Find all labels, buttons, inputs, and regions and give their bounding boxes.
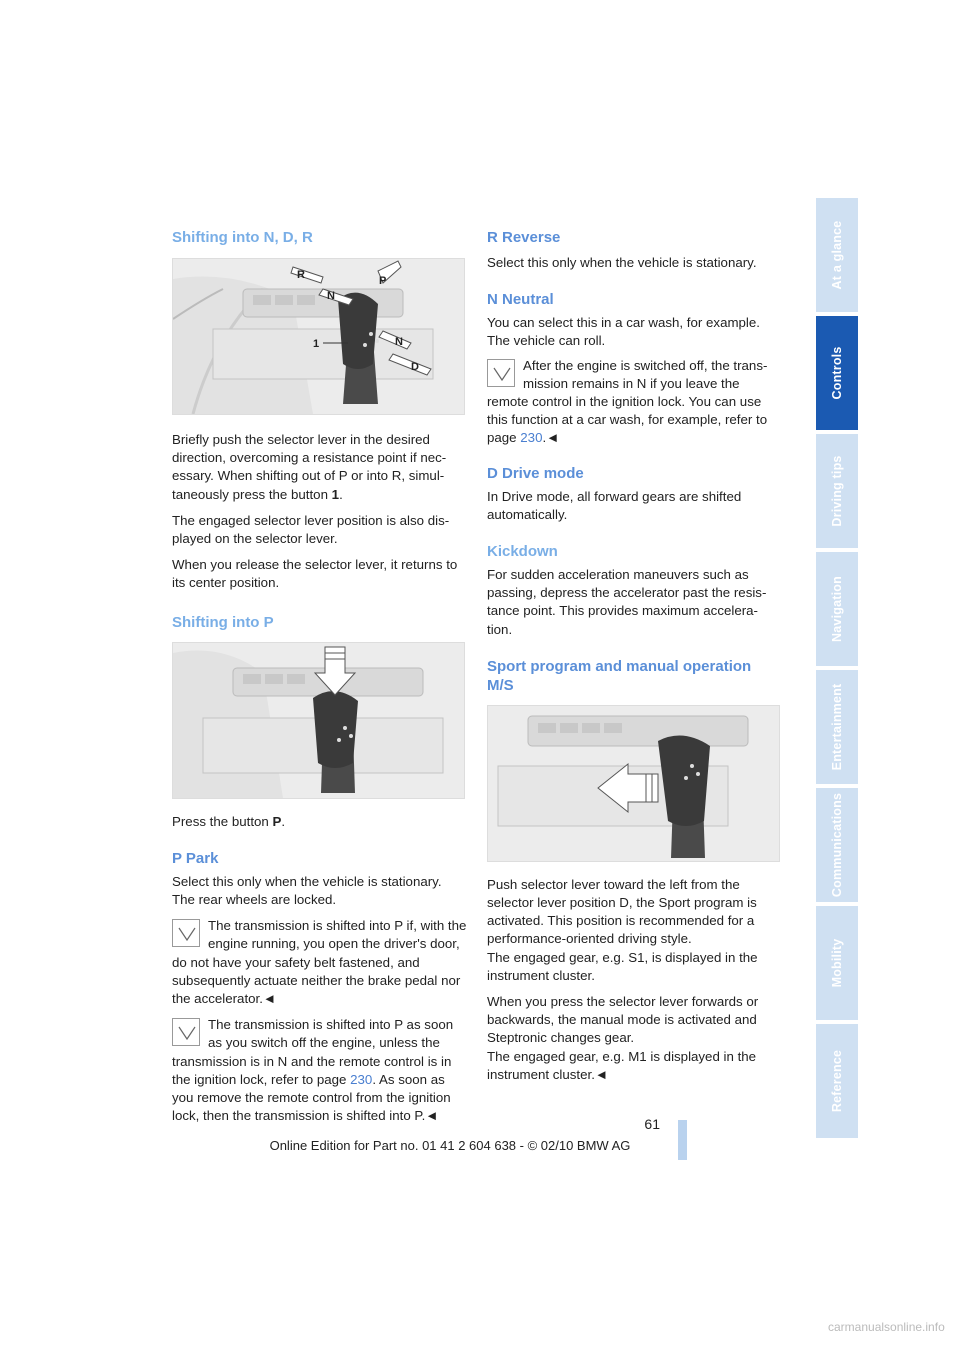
figure-selector-lever-p: [172, 642, 465, 799]
figure-selector-lever-ndr: [172, 258, 465, 415]
label-1: 1: [313, 338, 320, 350]
left-column: [172, 228, 467, 1125]
note-box: The transmission is shifted into P if, with the engine running, you open the driver's door, do not have your safety belt fastened, and subsequently actuate neither the brake pedal nor the accelerator.◄: [172, 918, 467, 1007]
paragraph: In Drive mode, all forward gears are shifted automatically.: [487, 488, 742, 522]
heading-n-neutral: N Neutral: [487, 291, 554, 309]
tab-at-a-glance[interactable]: [816, 198, 858, 316]
page-link[interactable]: 230: [520, 430, 543, 446]
note-box: The transmission is shifted into P as soon as you switch off the engine, unless the transmission is in N and the remote control is in the ignition lock, refer to page 230. As soon as you remove the remote control from the ignition lock, then the transmission is shifted into P.◄: [172, 1017, 454, 1124]
paragraph: For sudden acceleration maneuvers such as passing, depress the accelerator past the resis-tance point. This provides maximum accelera-tion.: [487, 567, 767, 637]
selector-lever-ms-illustration: [488, 706, 779, 861]
right-column: [487, 228, 782, 1084]
heading-d-drive: D Drive mode: [487, 464, 584, 482]
label-n: N: [327, 290, 335, 302]
paragraph: The engaged gear, e.g. S1, is displayed in the instrument cluster.: [487, 949, 758, 983]
tab-label: Mobility: [830, 938, 844, 988]
tab-communications[interactable]: [816, 788, 858, 906]
footer-accent-bar: [678, 1120, 687, 1160]
paragraph: The engaged gear, e.g. M1 is displayed in the instrument cluster.◄: [487, 1048, 757, 1082]
tab-label: Controls: [830, 346, 844, 400]
heading-r-reverse: R Reverse: [487, 229, 561, 246]
page-link[interactable]: 230: [350, 1071, 373, 1087]
heading-sport-program: Sport program and manual operation M/S: [487, 657, 752, 694]
selector-lever-illustration: [173, 259, 464, 414]
edition-footer: Online Edition for Part no. 01 41 2 604 638 - © 02/10 BMW AG: [269, 1138, 631, 1153]
heading-shifting-p: Shifting into P: [172, 613, 274, 631]
paragraph: Select this only when the vehicle is stationary.: [487, 255, 757, 270]
tab-mobility[interactable]: [816, 906, 858, 1024]
watermark: carmanualsonline.info: [828, 1320, 945, 1334]
label-n2: N: [395, 336, 403, 348]
paragraph: When you press the selector lever forwards or backwards, the manual mode is activated and Steptronic changes gear.: [487, 994, 759, 1046]
tab-label: Driving tips: [830, 455, 844, 527]
selector-lever-p-illustration: [173, 643, 464, 798]
tab-label: At a glance: [830, 220, 844, 290]
heading-p-park: P Park: [172, 849, 219, 867]
paragraph: You can select this in a car wash, for example. The vehicle can roll.: [487, 315, 760, 349]
note-arrow-icon: [487, 359, 515, 387]
paragraph: Briefly push the selector lever in the desired direction, overcoming a resistance point if nec-essary. When shifting out of P or into R, simul-taneously press the button 1.: [172, 432, 447, 502]
paragraph: Select this only when the vehicle is stationary. The rear wheels are locked.: [172, 873, 442, 908]
label-d: D: [411, 361, 419, 373]
figure-selector-lever-ms: [487, 705, 780, 862]
label-r: R: [297, 269, 305, 281]
page-number: 61: [644, 1116, 660, 1132]
tab-label: Navigation: [830, 576, 844, 642]
tab-entertainment[interactable]: [816, 670, 858, 788]
heading-shifting-ndr: Shifting into N, D, R: [172, 229, 313, 246]
paragraph: Press the button P.: [172, 813, 286, 829]
paragraph: Push selector lever toward the left from the selector lever position D, the Sport program is activated. This position is recommended for a performance-oriented driving style.: [487, 876, 757, 947]
heading-kickdown: Kickdown: [487, 543, 558, 561]
tab-label: Entertainment: [830, 683, 844, 771]
tab-label: Communications: [830, 792, 844, 898]
tab-controls[interactable]: [816, 316, 858, 434]
tab-reference[interactable]: [816, 1024, 858, 1142]
note-box: After the engine is switched off, the trans-mission remains in N if you leave the remote control in the ignition lock. You can use this function at a car wash, for example, refer to page 230.◄: [487, 357, 768, 446]
tab-label: Reference: [830, 1049, 844, 1113]
note-arrow-icon: [172, 1018, 200, 1046]
note-arrow-icon: [172, 919, 200, 947]
paragraph: The engaged selector lever position is also dis-played on the selector lever.: [172, 512, 450, 547]
tab-driving-tips[interactable]: [816, 434, 858, 552]
tab-navigation[interactable]: [816, 552, 858, 670]
label-p: P: [379, 275, 387, 287]
section-tabs: [816, 198, 858, 1142]
paragraph: When you release the selector lever, it returns to its center position.: [172, 557, 458, 591]
